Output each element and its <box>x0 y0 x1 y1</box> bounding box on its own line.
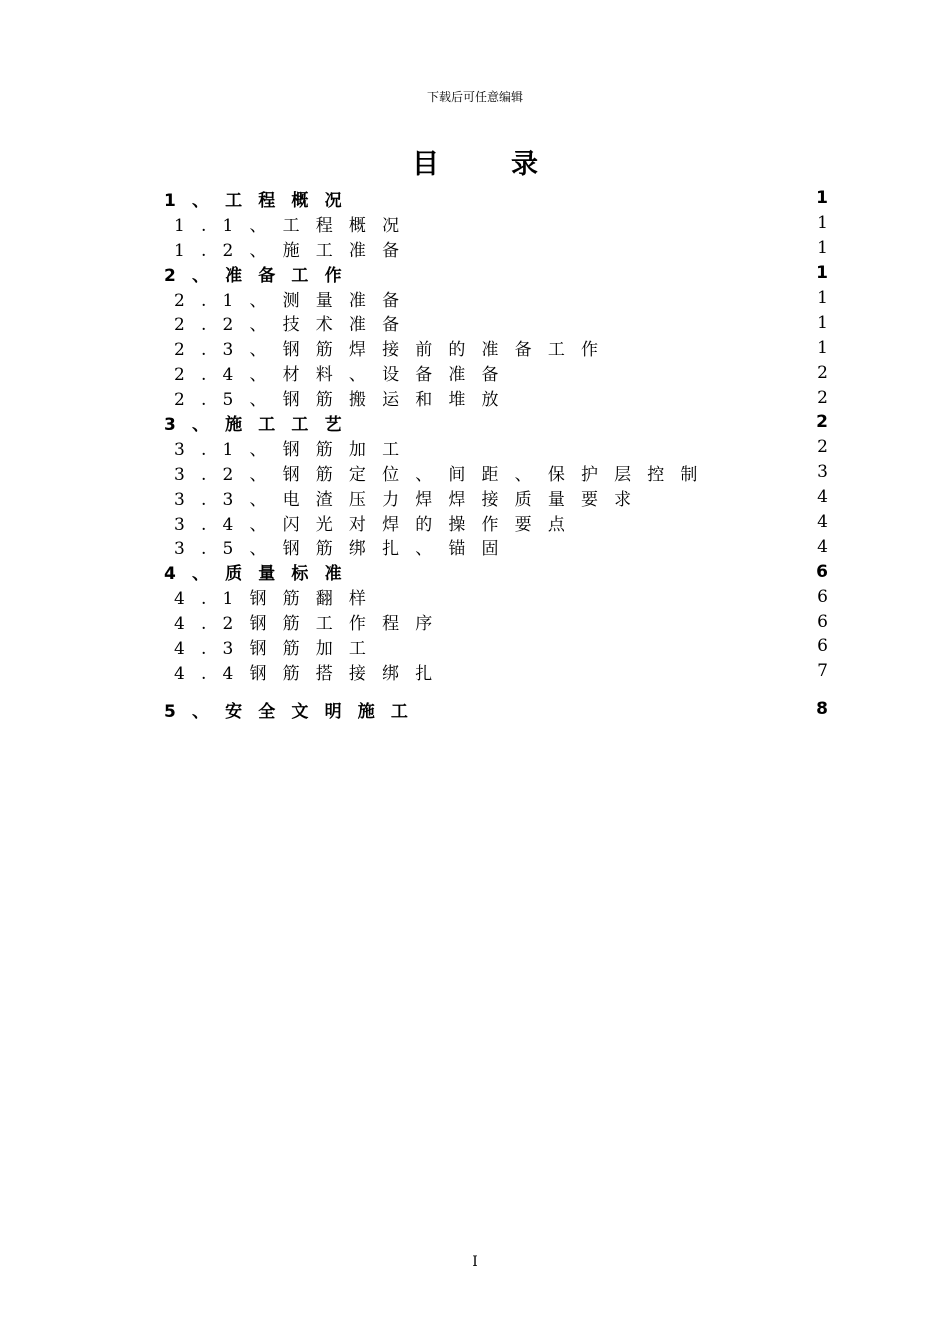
toc-entry[interactable] <box>164 261 828 286</box>
toc-entry-label: 4.1钢筋翻样 <box>174 589 383 610</box>
toc-entry-page: 2 <box>817 362 828 383</box>
toc-entry-page: 8 <box>816 699 828 720</box>
toc-entry-page: 6 <box>817 586 828 607</box>
toc-entry-page: 1 <box>817 238 828 259</box>
toc-entry-label: 4、质量标准 <box>164 564 358 585</box>
toc-entry-label: 1.2、施工准备 <box>174 240 416 261</box>
toc-entry-label: 2.1、测量准备 <box>174 290 416 311</box>
toc-entry[interactable] <box>164 435 828 460</box>
toc-entry-label: 3、施工工艺 <box>164 414 358 435</box>
toc-entry-page: 1 <box>817 213 828 234</box>
toc-entry-label: 1、工程概况 <box>164 190 358 211</box>
toc-entry-page: 1 <box>817 312 828 333</box>
toc-entry-page: 3 <box>817 462 828 483</box>
toc-entry-page: 6 <box>817 611 828 632</box>
toc-entry[interactable] <box>164 584 828 609</box>
toc-entry-label: 4.3钢筋加工 <box>174 638 383 659</box>
toc-entry-page: 1 <box>817 288 828 308</box>
toc-entry[interactable] <box>164 385 828 410</box>
toc-entry-label: 3.2、钢筋定位、间距、保护层控制 <box>174 464 714 485</box>
page-number: I <box>472 1254 478 1270</box>
toc-entry-page: 1 <box>816 188 828 209</box>
toc-entry-label: 5、安全文明施工 <box>164 701 425 722</box>
toc-entry-page: 1 <box>816 263 828 284</box>
toc-entry[interactable] <box>164 559 828 584</box>
toc-entry[interactable] <box>164 310 828 335</box>
toc-entry-label: 2.4、材料、设备准备 <box>174 365 515 386</box>
toc-entry-page: 4 <box>817 536 828 557</box>
toc-entry-label: 2.3、钢筋焊接前的准备工作 <box>174 340 615 361</box>
toc-entry[interactable] <box>164 609 828 634</box>
toc-entry[interactable] <box>164 211 828 236</box>
toc-entry-page: 4 <box>817 487 828 508</box>
toc-entry[interactable] <box>164 460 828 485</box>
toc-entry-label: 2.5、钢筋搬运和堆放 <box>174 390 515 411</box>
toc-title: 目录 <box>412 149 610 180</box>
toc-entry-page: 6 <box>816 561 828 582</box>
toc-entry[interactable] <box>164 659 828 684</box>
toc-entry-page: 1 <box>817 337 828 358</box>
toc-entry-label: 3.4、闪光对焊的操作要点 <box>174 514 581 535</box>
toc-entry[interactable] <box>164 286 828 311</box>
toc-entry-label: 4.4钢筋搭接绑扎 <box>174 663 449 684</box>
toc-entry-page: 2 <box>817 387 828 408</box>
table-of-contents <box>164 186 828 722</box>
toc-entry-label: 4.2钢筋工作程序 <box>174 614 449 635</box>
toc-entry-page: 2 <box>816 412 828 433</box>
toc-entry-page: 4 <box>817 512 828 533</box>
toc-entry-label: 3.3、电渣压力焊焊接质量要求 <box>174 489 648 510</box>
toc-entry[interactable] <box>164 534 828 559</box>
toc-entry-label: 2.2、技术准备 <box>174 315 416 336</box>
toc-entry-page: 6 <box>817 636 828 657</box>
header-note: 下载后可任意编辑 <box>426 90 523 104</box>
toc-entry-label: 1.1、工程概况 <box>174 215 416 236</box>
toc-entry[interactable] <box>164 335 828 360</box>
toc-entry[interactable] <box>164 360 828 385</box>
toc-entry[interactable] <box>164 410 828 435</box>
toc-entry[interactable] <box>164 485 828 510</box>
toc-entry[interactable] <box>164 510 828 535</box>
toc-entry[interactable] <box>164 697 828 722</box>
toc-entry[interactable] <box>164 186 828 211</box>
toc-entry-label: 2、准备工作 <box>164 265 358 286</box>
toc-entry[interactable] <box>164 236 828 261</box>
toc-entry-page: 7 <box>817 661 828 682</box>
toc-entry[interactable] <box>164 634 828 659</box>
toc-entry-page: 2 <box>817 437 828 458</box>
toc-entry-label: 3.1、钢筋加工 <box>174 439 416 460</box>
toc-entry-label: 3.5、钢筋绑扎、锚固 <box>174 539 515 560</box>
